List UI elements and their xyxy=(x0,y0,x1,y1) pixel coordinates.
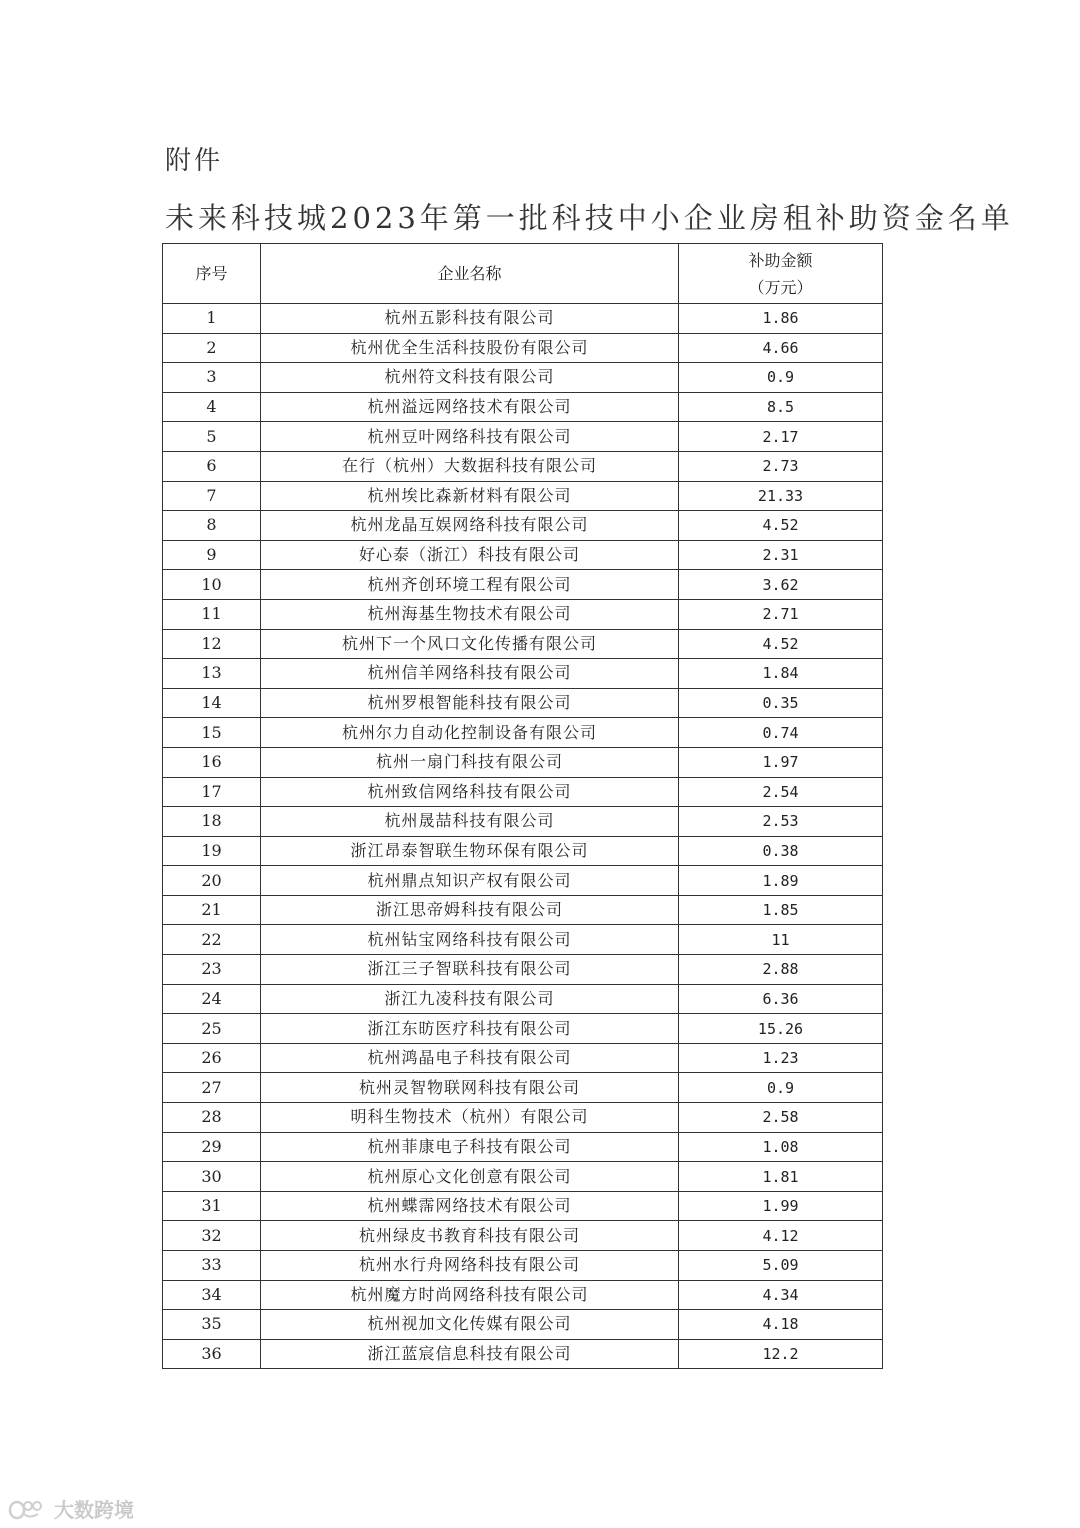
row-index: 27 xyxy=(163,1073,261,1103)
table-row xyxy=(163,1073,883,1103)
row-amount: 21.33 xyxy=(679,481,883,511)
row-amount: 0.9 xyxy=(679,363,883,393)
row-index: 16 xyxy=(163,747,261,777)
row-index: 17 xyxy=(163,777,261,807)
row-index: 9 xyxy=(163,540,261,570)
row-amount: 2.54 xyxy=(679,777,883,807)
table-row xyxy=(163,481,883,511)
row-amount: 0.9 xyxy=(679,1073,883,1103)
row-company: 杭州海基生物技术有限公司 xyxy=(261,599,679,629)
table-header-row xyxy=(163,244,883,304)
header-amount xyxy=(679,244,883,304)
row-amount: 2.53 xyxy=(679,807,883,837)
row-index: 32 xyxy=(163,1221,261,1251)
row-index: 3 xyxy=(163,363,261,393)
row-index: 18 xyxy=(163,807,261,837)
table-row xyxy=(163,955,883,985)
table-row xyxy=(163,659,883,689)
subsidy-table xyxy=(162,243,883,1369)
row-company: 杭州优全生活科技股份有限公司 xyxy=(261,333,679,363)
table-row xyxy=(163,511,883,541)
row-amount: 5.09 xyxy=(679,1251,883,1281)
row-amount: 2.58 xyxy=(679,1103,883,1133)
table-row xyxy=(163,333,883,363)
row-amount: 1.86 xyxy=(679,304,883,334)
attachment-label: 附件 xyxy=(165,146,224,176)
row-index: 33 xyxy=(163,1251,261,1281)
header-index: 序号 xyxy=(163,244,261,304)
table-row xyxy=(163,540,883,570)
row-index: 19 xyxy=(163,836,261,866)
row-company: 明科生物技术（杭州）有限公司 xyxy=(261,1103,679,1133)
row-company: 杭州一扇门科技有限公司 xyxy=(261,747,679,777)
row-amount: 4.52 xyxy=(679,511,883,541)
row-index: 35 xyxy=(163,1310,261,1340)
row-amount: 0.74 xyxy=(679,718,883,748)
row-company: 浙江昂泰智联生物环保有限公司 xyxy=(261,836,679,866)
row-amount: 15.26 xyxy=(679,1014,883,1044)
row-amount: 1.85 xyxy=(679,895,883,925)
table-row xyxy=(163,1103,883,1133)
row-index: 6 xyxy=(163,451,261,481)
row-company: 杭州鸿晶电子科技有限公司 xyxy=(261,1043,679,1073)
row-amount: 4.66 xyxy=(679,333,883,363)
row-amount: 0.38 xyxy=(679,836,883,866)
row-index: 36 xyxy=(163,1339,261,1369)
row-company: 浙江三子智联科技有限公司 xyxy=(261,955,679,985)
table-row xyxy=(163,1221,883,1251)
row-company: 杭州龙晶互娱网络科技有限公司 xyxy=(261,511,679,541)
row-company: 杭州蝶霈网络技术有限公司 xyxy=(261,1191,679,1221)
row-amount: 1.08 xyxy=(679,1132,883,1162)
row-index: 7 xyxy=(163,481,261,511)
table-row xyxy=(163,1191,883,1221)
row-index: 20 xyxy=(163,866,261,896)
row-index: 25 xyxy=(163,1014,261,1044)
row-amount: 4.34 xyxy=(679,1280,883,1310)
row-amount: 1.99 xyxy=(679,1191,883,1221)
row-index: 21 xyxy=(163,895,261,925)
row-amount: 1.84 xyxy=(679,659,883,689)
row-company: 杭州齐创环境工程有限公司 xyxy=(261,570,679,600)
row-index: 28 xyxy=(163,1103,261,1133)
row-amount: 1.89 xyxy=(679,866,883,896)
row-index: 29 xyxy=(163,1132,261,1162)
row-company: 好心泰（浙江）科技有限公司 xyxy=(261,540,679,570)
row-index: 34 xyxy=(163,1280,261,1310)
table-row xyxy=(163,1043,883,1073)
table-row xyxy=(163,866,883,896)
row-company: 杭州晟喆科技有限公司 xyxy=(261,807,679,837)
table-row xyxy=(163,1132,883,1162)
row-company: 杭州致信网络科技有限公司 xyxy=(261,777,679,807)
table-row xyxy=(163,777,883,807)
row-company: 杭州五影科技有限公司 xyxy=(261,304,679,334)
table-row xyxy=(163,836,883,866)
row-company: 杭州视加文化传媒有限公司 xyxy=(261,1310,679,1340)
table-row xyxy=(163,570,883,600)
table-row xyxy=(163,984,883,1014)
row-amount: 1.97 xyxy=(679,747,883,777)
row-company: 杭州埃比森新材料有限公司 xyxy=(261,481,679,511)
header-amount-line1: 补助金额 xyxy=(748,250,813,270)
row-company: 杭州灵智物联网科技有限公司 xyxy=(261,1073,679,1103)
row-company: 在行（杭州）大数据科技有限公司 xyxy=(261,451,679,481)
row-amount: 2.88 xyxy=(679,955,883,985)
row-index: 13 xyxy=(163,659,261,689)
table-row xyxy=(163,1014,883,1044)
document-title: 未来科技城2023年第一批科技中小企业房租补助资金名单 xyxy=(165,201,1014,235)
row-amount: 2.17 xyxy=(679,422,883,452)
table-row xyxy=(163,599,883,629)
table-row xyxy=(163,1251,883,1281)
table-row xyxy=(163,363,883,393)
row-company: 杭州绿皮书教育科技有限公司 xyxy=(261,1221,679,1251)
table-row xyxy=(163,392,883,422)
logo-icon xyxy=(8,1497,48,1521)
row-index: 30 xyxy=(163,1162,261,1192)
watermark xyxy=(8,1494,134,1523)
row-company: 杭州豆叶网络科技有限公司 xyxy=(261,422,679,452)
row-index: 2 xyxy=(163,333,261,363)
row-amount: 2.73 xyxy=(679,451,883,481)
row-index: 8 xyxy=(163,511,261,541)
row-company: 杭州鼎点知识产权有限公司 xyxy=(261,866,679,896)
row-index: 4 xyxy=(163,392,261,422)
table-row xyxy=(163,1310,883,1340)
row-amount: 0.35 xyxy=(679,688,883,718)
row-company: 杭州罗根智能科技有限公司 xyxy=(261,688,679,718)
row-amount: 11 xyxy=(679,925,883,955)
row-index: 5 xyxy=(163,422,261,452)
table-row xyxy=(163,304,883,334)
row-index: 22 xyxy=(163,925,261,955)
row-company: 杭州信羊网络科技有限公司 xyxy=(261,659,679,689)
table-row xyxy=(163,718,883,748)
row-index: 1 xyxy=(163,304,261,334)
row-company: 杭州魔方时尚网络科技有限公司 xyxy=(261,1280,679,1310)
row-company: 杭州符文科技有限公司 xyxy=(261,363,679,393)
table-row xyxy=(163,1162,883,1192)
table-row xyxy=(163,451,883,481)
row-company: 杭州菲康电子科技有限公司 xyxy=(261,1132,679,1162)
row-company: 浙江东昉医疗科技有限公司 xyxy=(261,1014,679,1044)
row-company: 杭州溢远网络技术有限公司 xyxy=(261,392,679,422)
row-index: 14 xyxy=(163,688,261,718)
row-amount: 4.12 xyxy=(679,1221,883,1251)
row-company: 浙江思帝姆科技有限公司 xyxy=(261,895,679,925)
row-index: 23 xyxy=(163,955,261,985)
table-row xyxy=(163,925,883,955)
row-amount: 1.81 xyxy=(679,1162,883,1192)
table-row xyxy=(163,1339,883,1369)
row-amount: 12.2 xyxy=(679,1339,883,1369)
row-amount: 4.52 xyxy=(679,629,883,659)
row-amount: 2.31 xyxy=(679,540,883,570)
row-amount: 6.36 xyxy=(679,984,883,1014)
table-row xyxy=(163,1280,883,1310)
row-index: 10 xyxy=(163,570,261,600)
table-row xyxy=(163,895,883,925)
table-row xyxy=(163,688,883,718)
table-row xyxy=(163,747,883,777)
row-company: 杭州水行舟网络科技有限公司 xyxy=(261,1251,679,1281)
row-amount: 1.23 xyxy=(679,1043,883,1073)
header-company: 企业名称 xyxy=(261,244,679,304)
row-index: 24 xyxy=(163,984,261,1014)
table-row xyxy=(163,807,883,837)
table-row xyxy=(163,629,883,659)
header-amount-line2: （万元） xyxy=(748,277,813,297)
row-amount: 3.62 xyxy=(679,570,883,600)
row-index: 12 xyxy=(163,629,261,659)
row-index: 31 xyxy=(163,1191,261,1221)
row-amount: 8.5 xyxy=(679,392,883,422)
row-index: 11 xyxy=(163,599,261,629)
row-amount: 4.18 xyxy=(679,1310,883,1340)
row-amount: 2.71 xyxy=(679,599,883,629)
row-company: 杭州钻宝网络科技有限公司 xyxy=(261,925,679,955)
row-company: 杭州尔力自动化控制设备有限公司 xyxy=(261,718,679,748)
row-index: 26 xyxy=(163,1043,261,1073)
row-index: 15 xyxy=(163,718,261,748)
table-row xyxy=(163,422,883,452)
watermark-text: 大数跨境 xyxy=(54,1498,134,1522)
row-company: 浙江蓝宸信息科技有限公司 xyxy=(261,1339,679,1369)
row-company: 杭州原心文化创意有限公司 xyxy=(261,1162,679,1192)
row-company: 浙江九凌科技有限公司 xyxy=(261,984,679,1014)
row-company: 杭州下一个风口文化传播有限公司 xyxy=(261,629,679,659)
